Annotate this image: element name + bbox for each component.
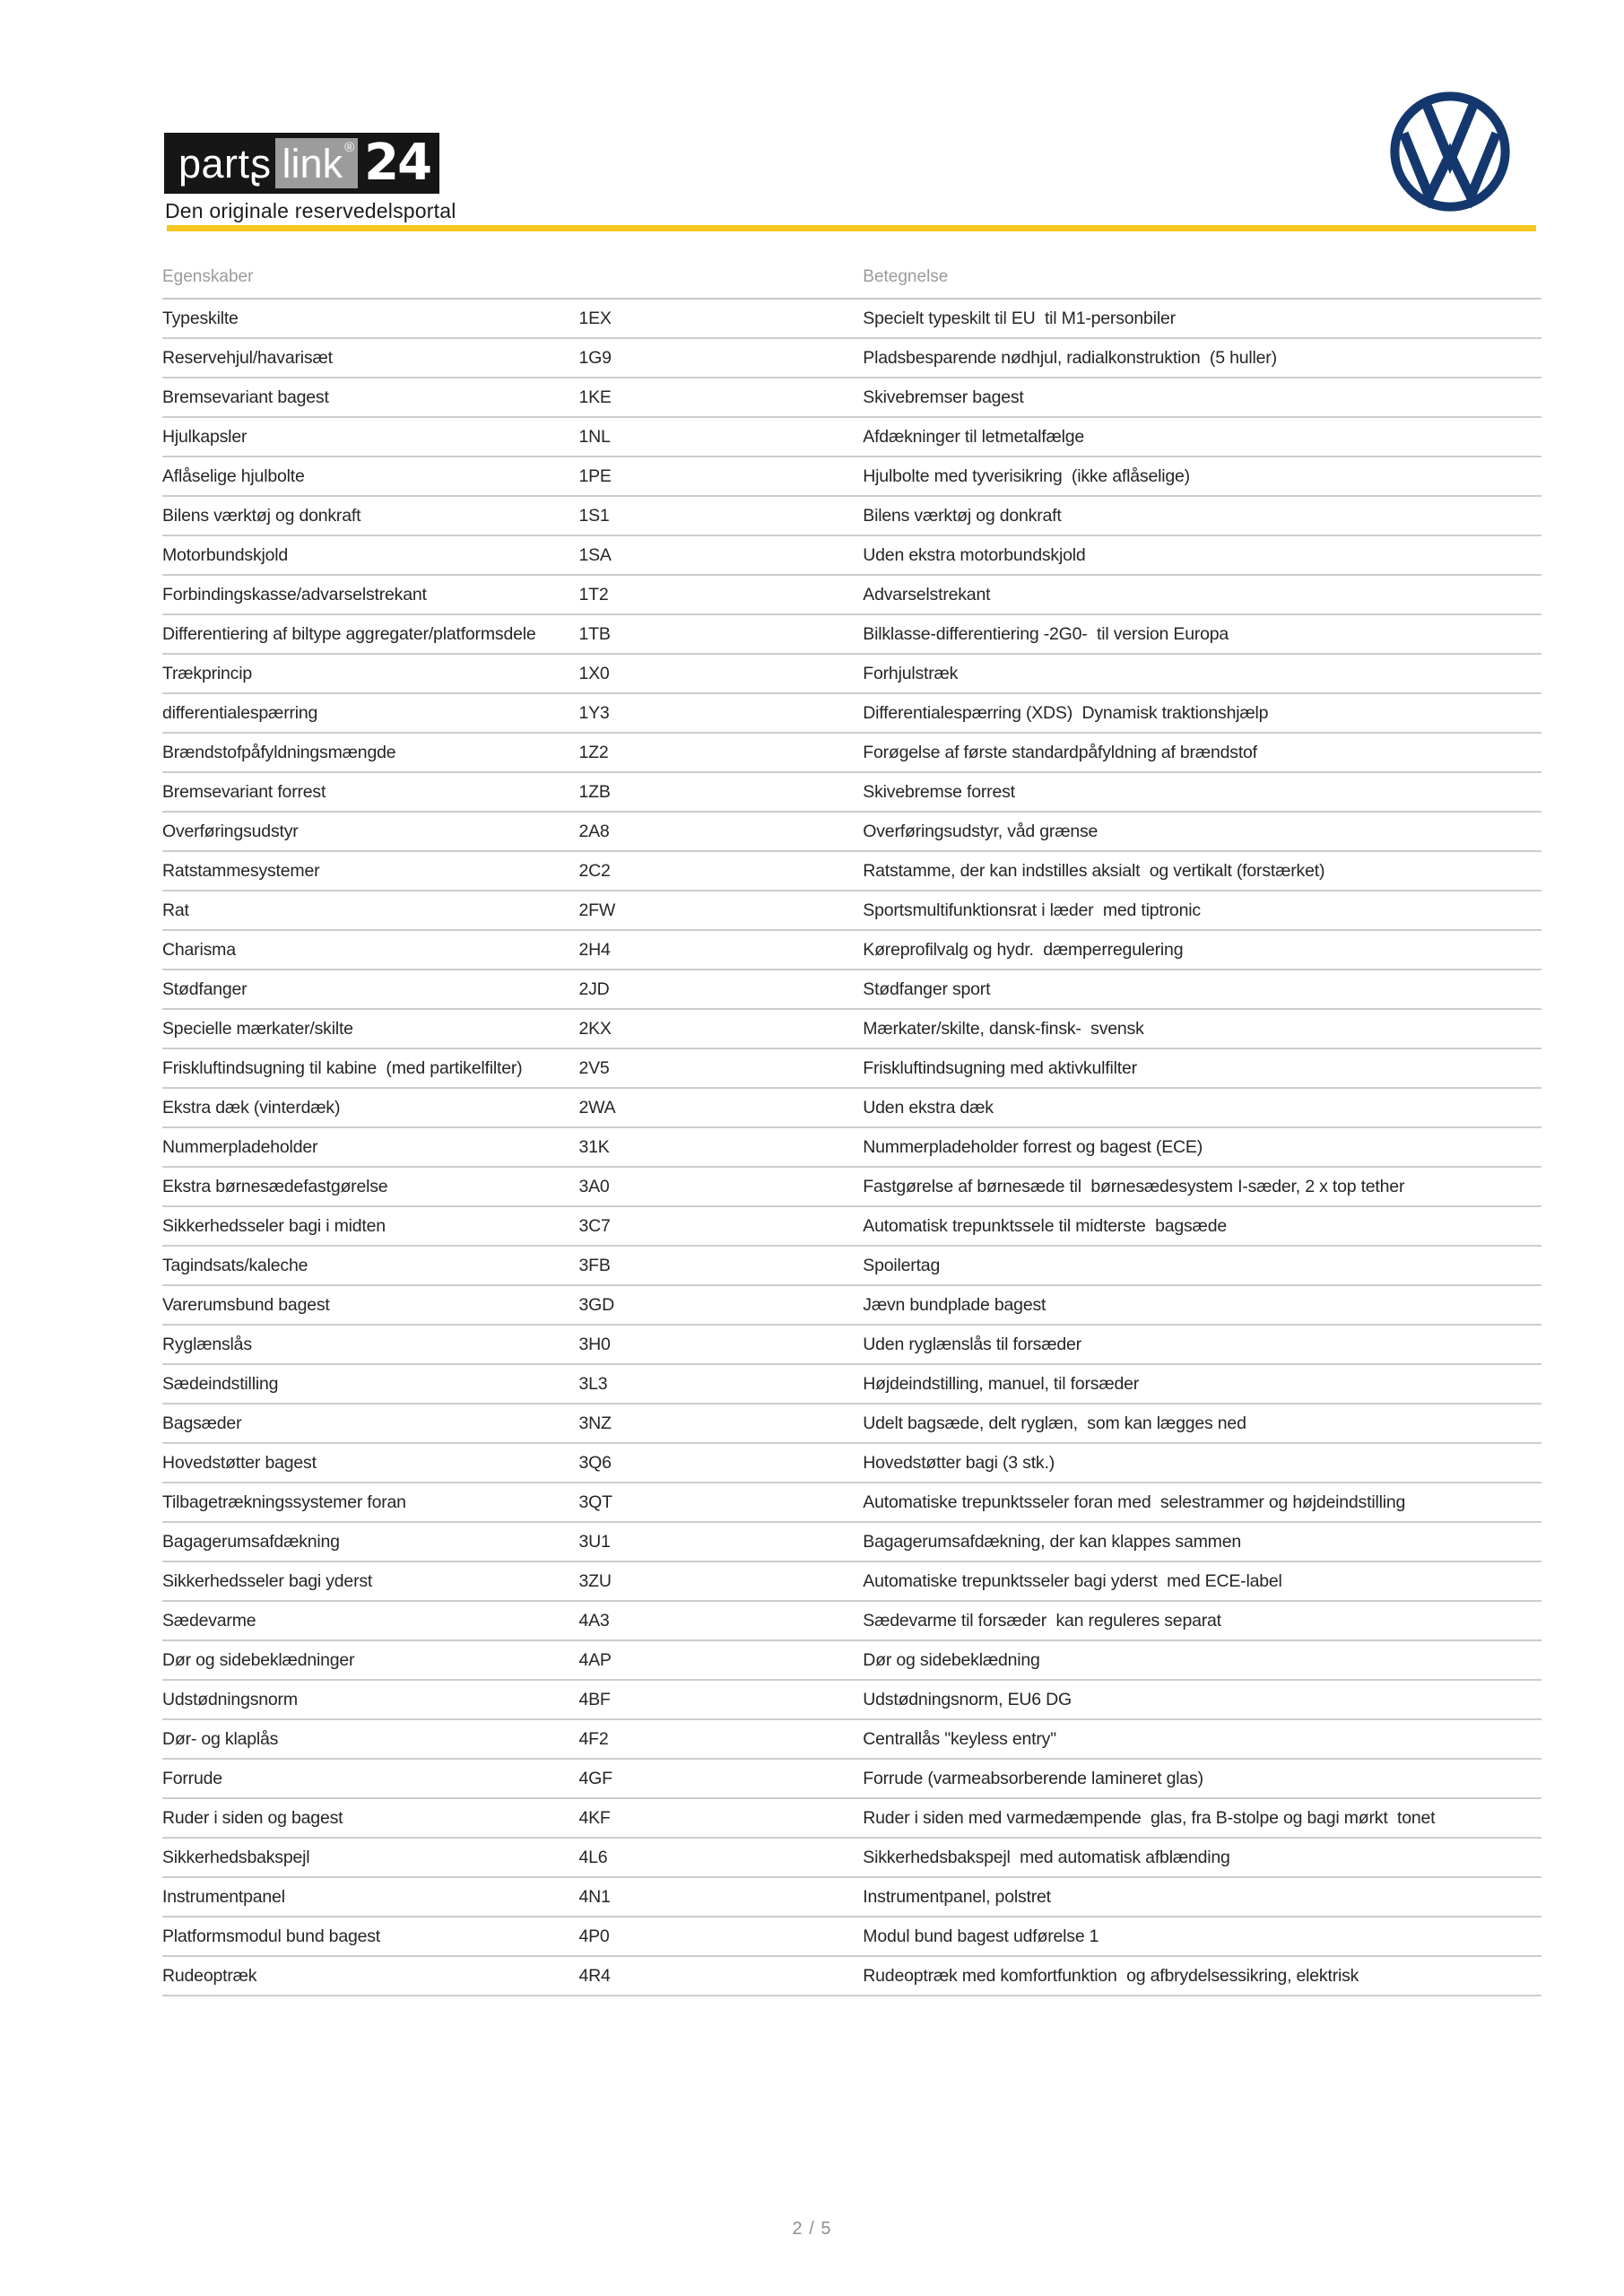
table-row xyxy=(162,812,1541,851)
code-cell: 2JD xyxy=(578,970,863,1009)
table-row xyxy=(162,1483,1541,1522)
code-cell: 1TB xyxy=(578,614,863,654)
table-row xyxy=(162,299,1541,338)
table-row xyxy=(162,1956,1541,1996)
table-row xyxy=(162,496,1541,535)
property-cell: Specielle mærkater/skilte xyxy=(162,1009,578,1048)
code-cell: 4P0 xyxy=(578,1917,863,1956)
table-row xyxy=(162,575,1541,614)
property-cell: Forrude xyxy=(162,1759,578,1798)
code-cell: 1Y3 xyxy=(578,693,863,733)
column-header-properties: Egenskaber xyxy=(162,265,578,299)
code-cell: 1EX xyxy=(578,299,863,338)
property-cell: Dør- og klaplås xyxy=(162,1719,578,1759)
description-cell: Skivebremse forrest xyxy=(863,772,1541,812)
property-cell: Udstødningsnorm xyxy=(162,1680,578,1719)
table-row xyxy=(162,930,1541,970)
table-row xyxy=(162,1443,1541,1483)
table-row xyxy=(162,378,1541,417)
property-cell: Ryglænslås xyxy=(162,1325,578,1364)
code-cell: 4A3 xyxy=(578,1601,863,1640)
column-header-code xyxy=(578,265,863,299)
logo-stylized-s: ʂ xyxy=(250,140,272,187)
code-cell: 2WA xyxy=(578,1088,863,1127)
description-cell: Sportsmultifunktionsrat i læder med tiptronic xyxy=(863,891,1541,930)
property-cell: Bilens værktøj og donkraft xyxy=(162,496,578,535)
description-cell: Forhjulstræk xyxy=(863,654,1541,693)
table-row xyxy=(162,614,1541,654)
table-row xyxy=(162,457,1541,496)
description-cell: Overføringsudstyr, våd grænse xyxy=(863,812,1541,851)
property-cell: Stødfanger xyxy=(162,970,578,1009)
code-cell: 3A0 xyxy=(578,1167,863,1206)
code-cell: 3NZ xyxy=(578,1404,863,1443)
code-cell: 1T2 xyxy=(578,575,863,614)
table-row xyxy=(162,891,1541,930)
table-row xyxy=(162,1206,1541,1246)
code-cell: 31K xyxy=(578,1127,863,1167)
property-cell: Dør og sidebeklædninger xyxy=(162,1640,578,1680)
property-cell: Motorbundskjold xyxy=(162,535,578,575)
property-cell: Nummerpladeholder xyxy=(162,1127,578,1167)
code-cell: 3QT xyxy=(578,1483,863,1522)
description-cell: Advarselstrekant xyxy=(863,575,1541,614)
code-cell: 4AP xyxy=(578,1640,863,1680)
property-cell: Rat xyxy=(162,891,578,930)
table-row xyxy=(162,654,1541,693)
property-cell: Sikkerhedsseler bagi i midten xyxy=(162,1206,578,1246)
code-cell: 4KF xyxy=(578,1798,863,1838)
code-cell: 1X0 xyxy=(578,654,863,693)
equipment-codes-table xyxy=(162,265,1541,1996)
property-cell: Overføringsudstyr xyxy=(162,812,578,851)
description-cell: Ratstamme, der kan indstilles aksialt og vertikalt (forstærket) xyxy=(863,851,1541,891)
code-cell: 3L3 xyxy=(578,1364,863,1404)
property-cell: Brændstofpåfyldningsmængde xyxy=(162,733,578,772)
table-row xyxy=(162,693,1541,733)
description-cell: Uden ekstra motorbundskjold xyxy=(863,535,1541,575)
code-cell: 1SA xyxy=(578,535,863,575)
description-cell: Pladsbesparende nødhjul, radialkonstruktion (5 huller) xyxy=(863,338,1541,378)
description-cell: Automatiske trepunktsseler bagi yderst med ECE-label xyxy=(863,1561,1541,1601)
table-row xyxy=(162,1325,1541,1364)
code-cell: 2V5 xyxy=(578,1048,863,1088)
description-cell: Køreprofilvalg og hydr. dæmperregulering xyxy=(863,930,1541,970)
property-cell: Hjulkapsler xyxy=(162,417,578,457)
code-cell: 3H0 xyxy=(578,1325,863,1364)
property-cell: Bagsæder xyxy=(162,1404,578,1443)
property-cell: Trækprincip xyxy=(162,654,578,693)
code-cell: 4R4 xyxy=(578,1956,863,1996)
table-row xyxy=(162,1798,1541,1838)
table-row xyxy=(162,1048,1541,1088)
description-cell: Spoilertag xyxy=(863,1246,1541,1285)
code-cell: 1PE xyxy=(578,457,863,496)
property-cell: Forbindingskasse/advarselstrekant xyxy=(162,575,578,614)
code-cell: 1ZB xyxy=(578,772,863,812)
property-cell: Differentiering af biltype aggregater/platformsdele xyxy=(162,614,578,654)
table-row xyxy=(162,772,1541,812)
property-cell: Hovedstøtter bagest xyxy=(162,1443,578,1483)
code-cell: 1S1 xyxy=(578,496,863,535)
property-cell: Aflåselige hjulbolte xyxy=(162,457,578,496)
description-cell: Instrumentpanel, polstret xyxy=(863,1877,1541,1917)
logo-text-part: part xyxy=(178,140,250,187)
description-cell: Bagagerumsafdækning, der kan klappes sammen xyxy=(863,1522,1541,1561)
property-cell: Charisma xyxy=(162,930,578,970)
description-cell: Udelt bagsæde, delt ryglæn, som kan lægges ned xyxy=(863,1404,1541,1443)
property-cell: Sædevarme xyxy=(162,1601,578,1640)
code-cell: 2A8 xyxy=(578,812,863,851)
description-cell: Modul bund bagest udførelse 1 xyxy=(863,1917,1541,1956)
table-row xyxy=(162,338,1541,378)
property-cell: Bagagerumsafdækning xyxy=(162,1522,578,1561)
logo-tagline: Den originale reservedelsportal xyxy=(165,199,456,222)
code-cell: 2C2 xyxy=(578,851,863,891)
table-row xyxy=(162,1877,1541,1917)
table-row xyxy=(162,535,1541,575)
description-cell: Rudeoptræk med komfortfunktion og afbrydelsessikring, elektrisk xyxy=(863,1956,1541,1996)
partslink24-logo xyxy=(164,133,439,194)
property-cell: Ruder i siden og bagest xyxy=(162,1798,578,1838)
table-row xyxy=(162,1404,1541,1443)
description-cell: Sikkerhedsbakspejl med automatisk afblænding xyxy=(863,1838,1541,1877)
table-row xyxy=(162,1680,1541,1719)
description-cell: Automatiske trepunktsseler foran med selestrammer og højdeindstilling xyxy=(863,1483,1541,1522)
code-cell: 2H4 xyxy=(578,930,863,970)
logo-link-panel xyxy=(275,138,359,188)
code-cell: 3ZU xyxy=(578,1561,863,1601)
yellow-divider xyxy=(167,225,1536,231)
description-cell: Bilklasse-differentiering -2G0- til version Europa xyxy=(863,614,1541,654)
table-row xyxy=(162,733,1541,772)
description-cell: Ruder i siden med varmedæmpende glas, fra B-stolpe og bagi mørkt tonet xyxy=(863,1798,1541,1838)
property-cell: Ekstra dæk (vinterdæk) xyxy=(162,1088,578,1127)
table-header-row xyxy=(162,265,1541,299)
property-cell: Typeskilte xyxy=(162,299,578,338)
table-row xyxy=(162,851,1541,891)
property-cell: Tagindsats/kaleche xyxy=(162,1246,578,1285)
property-cell: differentialespærring xyxy=(162,693,578,733)
table-row xyxy=(162,1009,1541,1048)
code-cell: 3C7 xyxy=(578,1206,863,1246)
description-cell: Skivebremser bagest xyxy=(863,378,1541,417)
code-cell: 1NL xyxy=(578,417,863,457)
description-cell: Uden ekstra dæk xyxy=(863,1088,1541,1127)
description-cell: Sædevarme til forsæder kan reguleres separat xyxy=(863,1601,1541,1640)
property-cell: Varerumsbund bagest xyxy=(162,1285,578,1325)
property-cell: Platformsmodul bund bagest xyxy=(162,1917,578,1956)
description-cell: Hjulbolte med tyverisikring (ikke aflåselige) xyxy=(863,457,1541,496)
description-cell: Uden ryglænslås til forsæder xyxy=(863,1325,1541,1364)
description-cell: Jævn bundplade bagest xyxy=(863,1285,1541,1325)
table-row xyxy=(162,1246,1541,1285)
table-row xyxy=(162,417,1541,457)
code-cell: 3GD xyxy=(578,1285,863,1325)
description-cell: Hovedstøtter bagi (3 stk.) xyxy=(863,1443,1541,1483)
table-row xyxy=(162,1522,1541,1561)
table-row xyxy=(162,1838,1541,1877)
property-cell: Ekstra børnesædefastgørelse xyxy=(162,1167,578,1206)
table-row xyxy=(162,1285,1541,1325)
table-row xyxy=(162,1640,1541,1680)
logo-text-link: link xyxy=(282,140,343,187)
vw-logo-icon xyxy=(1389,91,1511,213)
registered-trademark-icon: ® xyxy=(344,140,355,155)
code-cell: 2FW xyxy=(578,891,863,930)
description-cell: Forrude (varmeabsorberende lamineret glas) xyxy=(863,1759,1541,1798)
table-row xyxy=(162,1601,1541,1640)
code-cell: 3FB xyxy=(578,1246,863,1285)
code-cell: 4BF xyxy=(578,1680,863,1719)
description-cell: Dør og sidebeklædning xyxy=(863,1640,1541,1680)
code-cell: 4N1 xyxy=(578,1877,863,1917)
description-cell: Bilens værktøj og donkraft xyxy=(863,496,1541,535)
attributes-table-body xyxy=(162,299,1541,1996)
description-cell: Automatisk trepunktssele til midterste bagsæde xyxy=(863,1206,1541,1246)
property-cell: Sikkerhedsseler bagi yderst xyxy=(162,1561,578,1601)
property-cell: Reservehjul/havarisæt xyxy=(162,338,578,378)
table-row xyxy=(162,970,1541,1009)
description-cell: Forøgelse af første standardpåfyldning af brændstof xyxy=(863,733,1541,772)
property-cell: Friskluftindsugning til kabine (med partikelfilter) xyxy=(162,1048,578,1088)
page-number-indicator: 2 / 5 xyxy=(792,2219,832,2239)
property-cell: Bremsevariant forrest xyxy=(162,772,578,812)
table-row xyxy=(162,1364,1541,1404)
table-row xyxy=(162,1167,1541,1206)
code-cell: 3Q6 xyxy=(578,1443,863,1483)
description-cell: Specielt typeskilt til EU til M1-personbiler xyxy=(863,299,1541,338)
code-cell: 2KX xyxy=(578,1009,863,1048)
table-row xyxy=(162,1127,1541,1167)
property-cell: Tilbagetrækningssystemer foran xyxy=(162,1483,578,1522)
table-row xyxy=(162,1759,1541,1798)
code-cell: 4GF xyxy=(578,1759,863,1798)
description-cell: Afdækninger til letmetalfælge xyxy=(863,417,1541,457)
description-cell: Nummerpladeholder forrest og bagest (ECE) xyxy=(863,1127,1541,1167)
property-cell: Sædeindstilling xyxy=(162,1364,578,1404)
code-cell: 1G9 xyxy=(578,338,863,378)
description-cell: Mærkater/skilte, dansk-finsk- svensk xyxy=(863,1009,1541,1048)
table-row xyxy=(162,1088,1541,1127)
description-cell: Fastgørelse af børnesæde til børnesædesystem I-sæder, 2 x top tether xyxy=(863,1167,1541,1206)
property-cell: Sikkerhedsbakspejl xyxy=(162,1838,578,1877)
code-cell: 4L6 xyxy=(578,1838,863,1877)
code-cell: 3U1 xyxy=(578,1522,863,1561)
description-cell: Centrallås "keyless entry" xyxy=(863,1719,1541,1759)
property-cell: Rudeoptræk xyxy=(162,1956,578,1996)
table-row xyxy=(162,1719,1541,1759)
code-cell: 4F2 xyxy=(578,1719,863,1759)
table-row xyxy=(162,1917,1541,1956)
description-cell: Friskluftindsugning med aktivkulfilter xyxy=(863,1048,1541,1088)
property-cell: Instrumentpanel xyxy=(162,1877,578,1917)
description-cell: Stødfanger sport xyxy=(863,970,1541,1009)
table-row xyxy=(162,1561,1541,1601)
property-cell: Ratstammesystemer xyxy=(162,851,578,891)
description-cell: Højdeindstilling, manuel, til forsæder xyxy=(863,1364,1541,1404)
description-cell: Differentialespærring (XDS) Dynamisk traktionshjælp xyxy=(863,693,1541,733)
logo-text-24: 24 xyxy=(364,134,431,192)
property-cell: Bremsevariant bagest xyxy=(162,378,578,417)
code-cell: 1KE xyxy=(578,378,863,417)
code-cell: 1Z2 xyxy=(578,733,863,772)
column-header-designation: Betegnelse xyxy=(863,265,1541,299)
description-cell: Udstødningsnorm, EU6 DG xyxy=(863,1680,1541,1719)
